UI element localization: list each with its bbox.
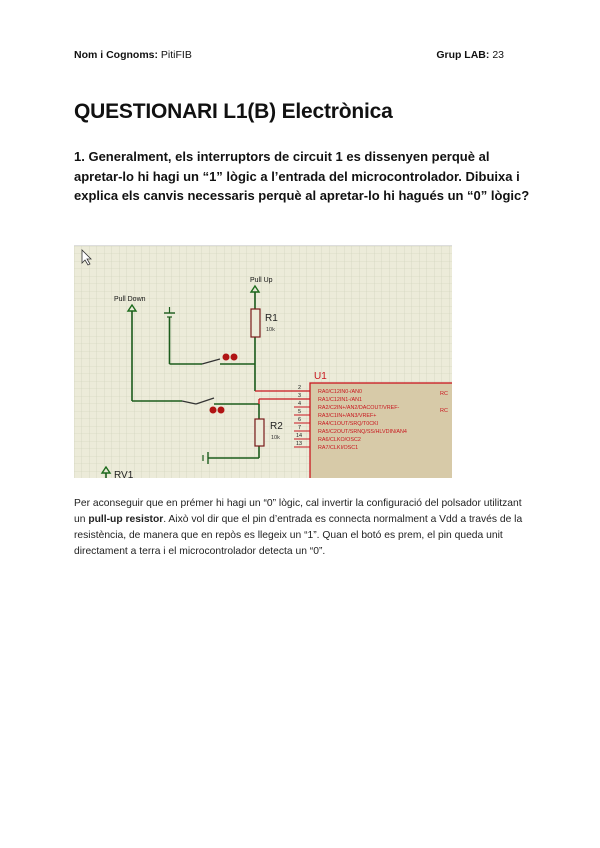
rv1-label: RV1 — [114, 470, 134, 478]
pin-name: RA1/C12IN1-/AN1 — [318, 397, 363, 403]
name-label: Nom i Cognoms: — [74, 49, 158, 61]
rc-label: RC — [440, 391, 448, 397]
pin-number: 3 — [298, 393, 302, 399]
pin-number: 7 — [298, 425, 302, 431]
pin-name: RA6/CLKO/OSC2 — [318, 437, 361, 443]
pin-name: RA4/C1OUT/SRQ/T0CKI — [318, 421, 379, 427]
switch-1-button-icon — [223, 354, 230, 361]
pull-down-label: Pull Down — [114, 296, 146, 303]
pin-number: 14 — [296, 433, 303, 439]
schematic-canvas — [74, 246, 452, 478]
pin-number: 5 — [298, 409, 302, 415]
r1-value: 10k — [266, 327, 275, 333]
pin-number: 6 — [298, 417, 302, 423]
group-field — [436, 49, 504, 61]
question-text: 1. Generalment, els interruptors de circuit 1 es dissenyen perquè al apretar-lo hi hagi un “1” lògic a l’entrada del microcontrolador. Dibuixa i explica els canvis necessaris perquè al apretar-lo hi hagués un “0” lògic? — [74, 149, 530, 203]
answer-part-2: . Això vol dir que el pin d’entrada es connecta normalment a Vdd a través de la resistència, de manera que en repòs es llegeix un “1”. Quan el botó es prem, el pin queda unit directament a terra i el microcontrolador detecta un “0”. — [74, 514, 523, 557]
answer-text — [74, 496, 534, 560]
name-field — [74, 49, 192, 61]
pin-number: 2 — [298, 385, 302, 391]
r2-resistor — [255, 419, 264, 446]
pin-name: RA5/C2OUT/SRNQ/SS/HLVDIN/AN4 — [318, 429, 407, 435]
pin-name: RA7/CLKI/OSC1 — [318, 445, 359, 451]
name-value: PitiFIB — [160, 49, 192, 61]
u1-label: U1 — [314, 371, 327, 382]
r2-value: 10k — [271, 435, 280, 441]
group-value: 23 — [492, 49, 504, 61]
pin-name: RA3/C1IN+/AN3/VREF+ — [318, 413, 377, 419]
pin-name: RA2/C2IN+/AN2/DACOUT/VREF- — [318, 405, 400, 411]
pin-number: 4 — [298, 401, 302, 407]
pin-name: RA0/C12IN0-/AN0 — [318, 389, 363, 395]
r1-resistor — [251, 309, 260, 337]
pull-up-label: Pull Up — [250, 277, 273, 284]
answer-part-1: Per aconseguir que en prémer hi hagi un “0” lògic, cal invertir la configuració del polsador utilitzant un — [74, 498, 522, 525]
r1-label: R1 — [265, 313, 278, 324]
group-label: Grup LAB: — [436, 49, 490, 61]
pin-number: 13 — [296, 441, 303, 447]
page-title: QUESTIONARI L1(B) Electrònica — [74, 100, 393, 123]
switch-2-button-icon — [210, 407, 217, 414]
answer-bold-term: pull-up resistor — [88, 514, 164, 525]
svg-text:RC: RC — [440, 408, 448, 414]
circuit-schematic — [74, 245, 452, 478]
r2-label: R2 — [270, 421, 283, 432]
